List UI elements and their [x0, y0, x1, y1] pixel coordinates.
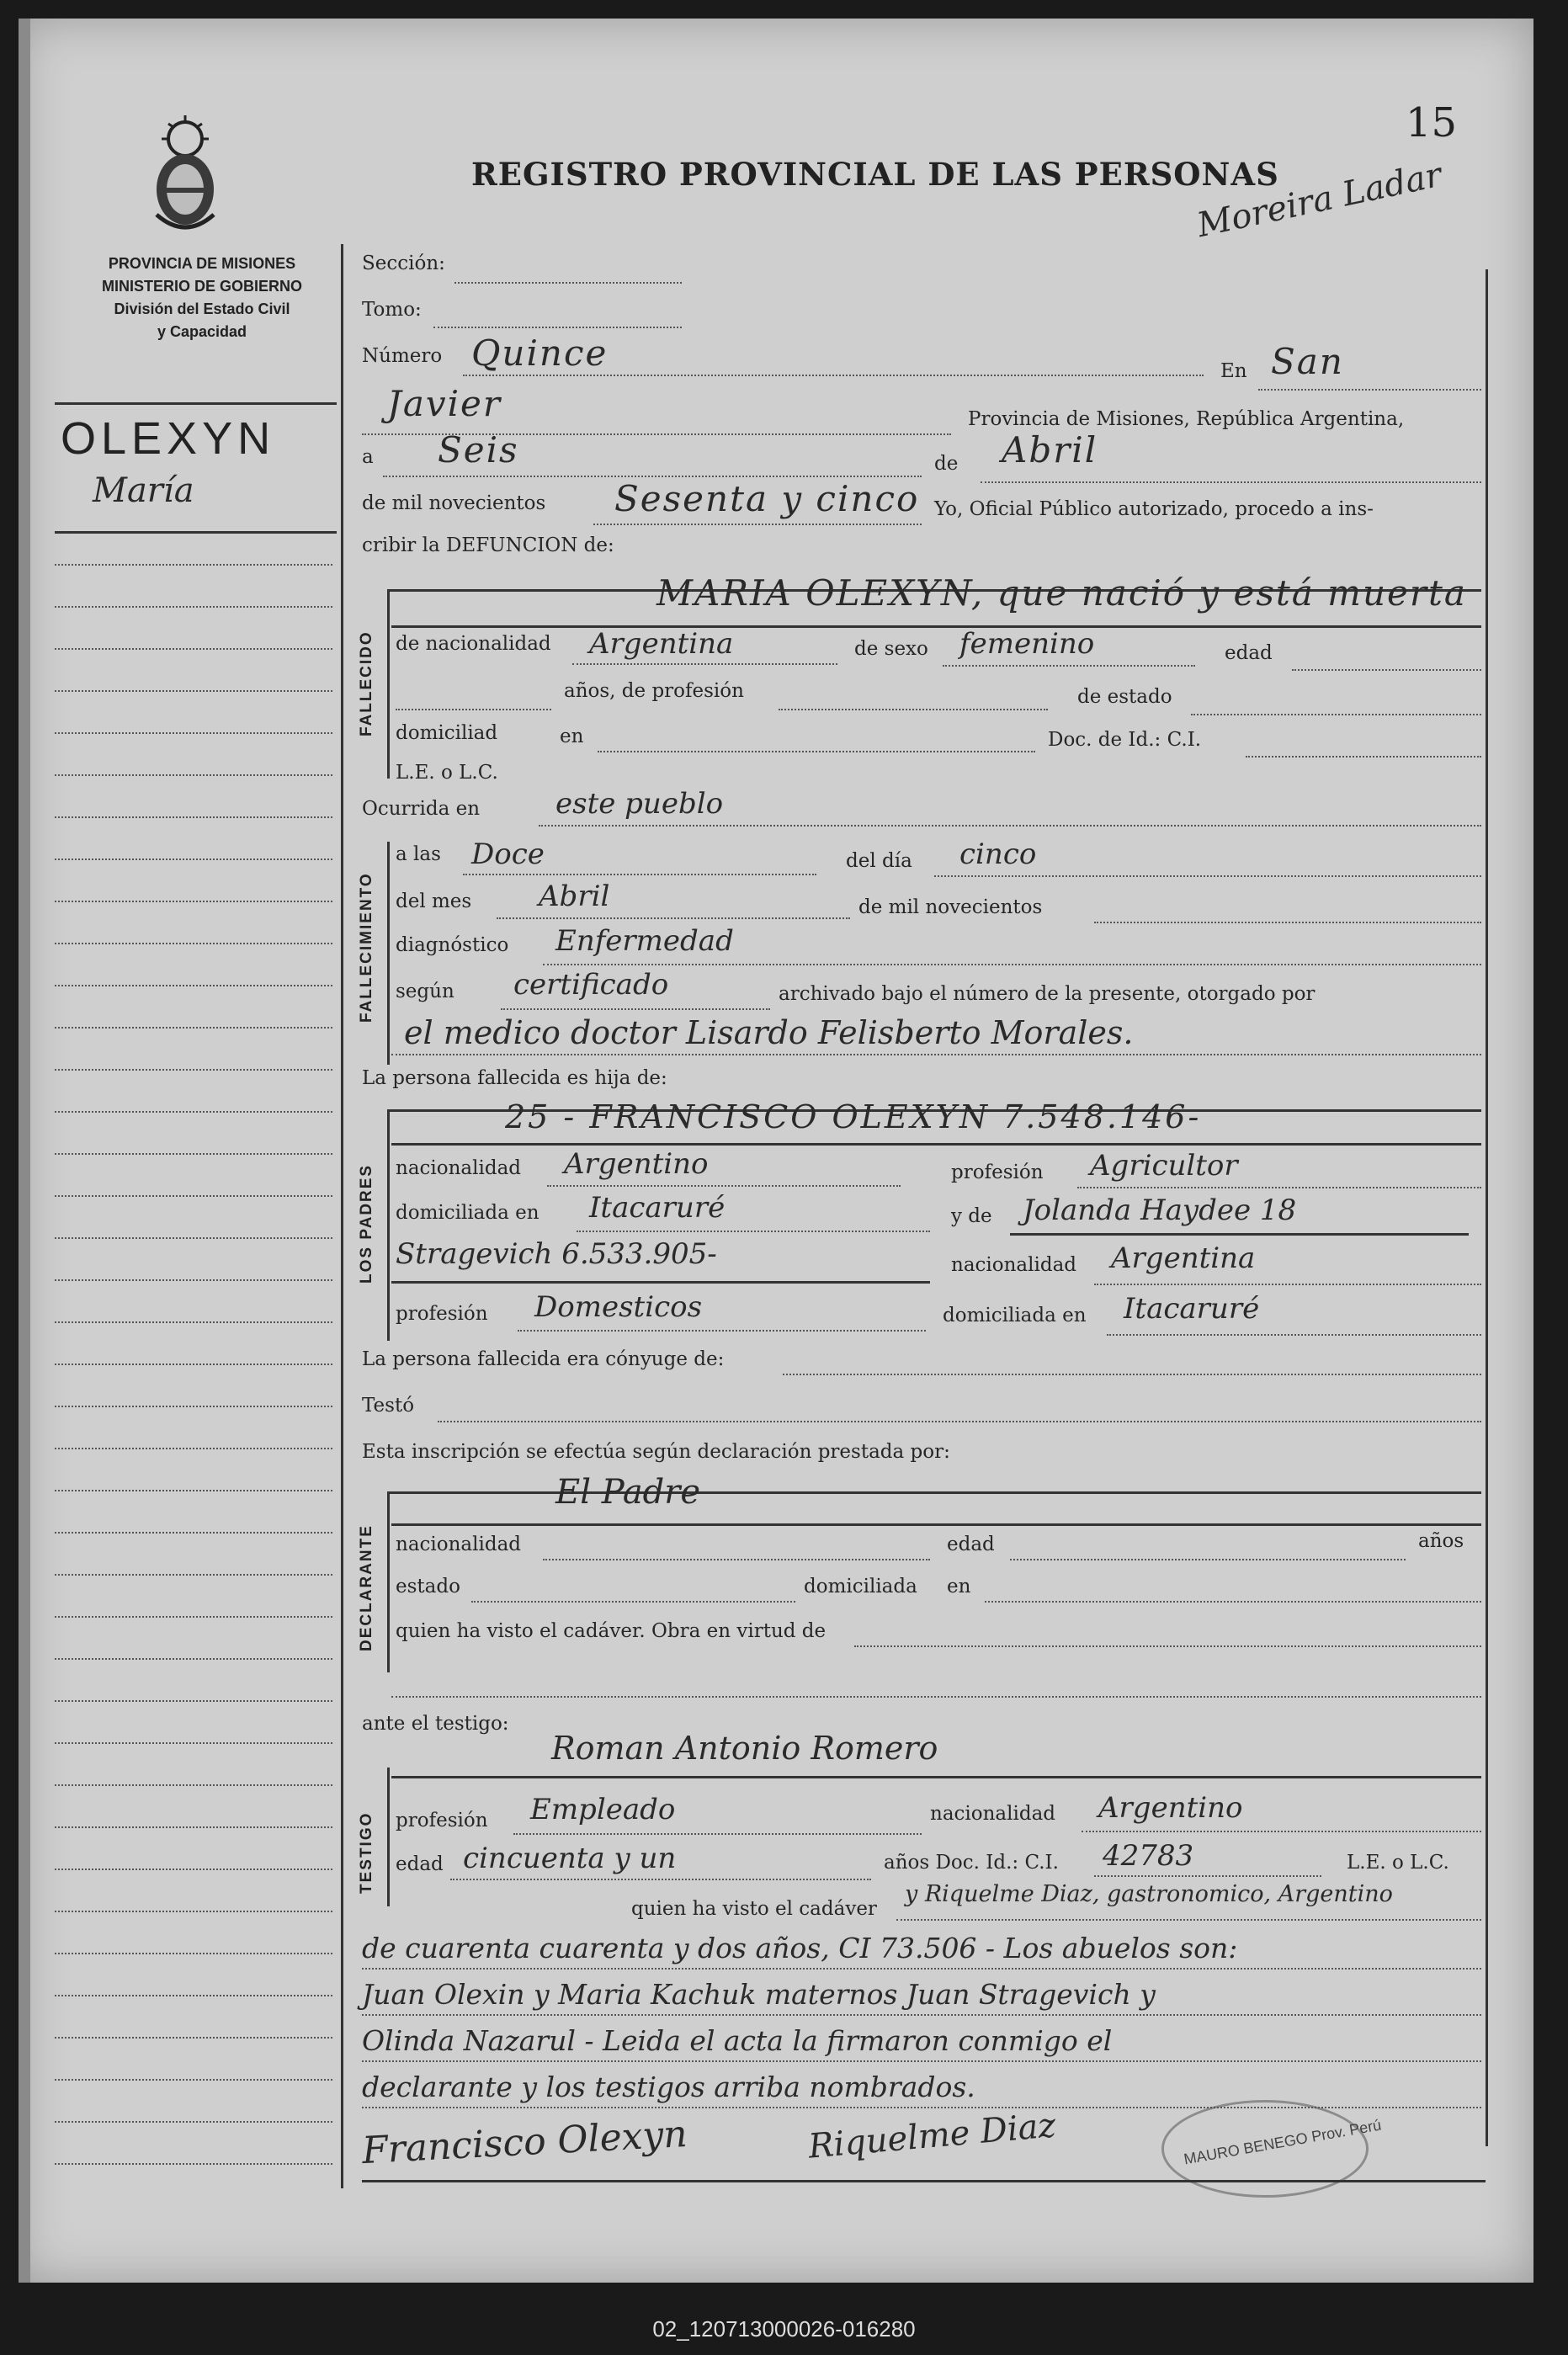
declarante-cadaver-text: quien ha visto el cadáver. Obra en virtud de	[396, 1620, 827, 1642]
page-number: 15	[1406, 99, 1458, 146]
surname-handwritten: OLEXYN	[61, 413, 276, 464]
signature-testigo: Riquelme Diaz	[806, 2106, 1058, 2166]
a-label: a	[362, 446, 374, 468]
testigo-edad-label: edad	[396, 1853, 444, 1875]
seccion-label: Sección:	[362, 253, 445, 274]
ocurrida-label: Ocurrida en	[362, 798, 481, 820]
given-name-handwritten: María	[93, 471, 194, 510]
madre-domicilio-label: domiciliada en	[943, 1305, 1087, 1326]
testigo-nacionalidad-value: Argentino	[1098, 1791, 1243, 1825]
section-padres: LOS PADRES	[358, 1163, 375, 1284]
fallecimiento-mil-label: de mil novecientos	[858, 896, 1043, 918]
padre-nacionalidad-label: nacionalidad	[396, 1157, 522, 1179]
note-line-3: Olinda Nazarul - Leida el acta la firmaron conmigo el	[362, 2024, 1113, 2057]
padre-domicilio-label: domiciliada en	[396, 1202, 539, 1224]
testigo-cadaver-label: quien ha visto el cadáver	[631, 1898, 877, 1920]
de-value: Abril	[1002, 429, 1098, 470]
column-divider	[341, 244, 343, 2188]
madre-profesion-value: Domesticos	[534, 1290, 703, 1324]
declarante-name-value: El Padre	[555, 1473, 701, 1512]
testigo-le-label: L.E. o L.C.	[1347, 1852, 1449, 1874]
testigo-profesion-label: profesión	[396, 1810, 488, 1831]
declarante-domiciliada-label: domiciliada	[804, 1576, 917, 1597]
declarante-edad-label: edad	[947, 1534, 995, 1555]
note-line-1: de cuarenta cuarenta y dos años, CI 73.506 - Los abuelos son:	[362, 1932, 1238, 1964]
le-label: L.E. o L.C.	[396, 762, 498, 784]
place-value: Javier	[387, 383, 502, 424]
ministry-label: MINISTERIO DE GOBIERNO	[101, 278, 303, 295]
note-line-2: Juan Olexin y Maria Kachuk maternos Juan Stragevich y	[362, 1978, 1156, 2011]
stamp-text: MAURO BENEGO Prov. Perú	[1182, 2116, 1383, 2168]
diagnostico-label: diagnóstico	[396, 934, 509, 956]
ocurrida-value: este pueblo	[555, 787, 724, 821]
testigo-ci-value: 42783	[1103, 1839, 1194, 1873]
section-testigo: TESTIGO	[358, 1811, 375, 1894]
declarante-en-label: en	[947, 1576, 971, 1597]
conyuge-label: La persona fallecida era cónyuge de:	[362, 1348, 725, 1370]
madre-profesion-label: profesión	[396, 1303, 488, 1325]
madre-nacionalidad-value: Argentina	[1111, 1241, 1256, 1275]
numero-value: Quince	[471, 332, 609, 374]
mil-label: de mil novecientos	[362, 492, 546, 514]
testigo-anos-doc-label: años Doc. Id.: C.I.	[884, 1852, 1059, 1874]
section-declarante: DECLARANTE	[358, 1524, 375, 1651]
year-value: Sesenta y cinco	[614, 478, 920, 519]
medico-value: el medico doctor Lisardo Felisberto Morales.	[404, 1014, 1134, 1051]
issuer-block	[59, 253, 345, 343]
dia-value: cinco	[959, 837, 1037, 871]
province-label: PROVINCIA DE MISIONES	[108, 255, 296, 272]
sexo-value: femenino	[959, 627, 1095, 661]
archivado-text: archivado bajo el número de la presente, otorgado por	[779, 983, 1316, 1005]
mes-label: del mes	[396, 890, 472, 912]
a-value: Seis	[438, 429, 519, 470]
division-label-2: y Capacidad	[157, 323, 247, 340]
mother-value: Jolanda Haydee 18	[1023, 1193, 1297, 1227]
madre-domicilio-value: Itacaruré	[1124, 1292, 1260, 1326]
oficial-text: Yo, Oficial Público autorizado, procedo a ins-	[934, 498, 1374, 520]
testigo-cadaver-value: y Riquelme Diaz, gastronomico, Argentino	[905, 1881, 1393, 1907]
y-de-label: y de	[951, 1205, 992, 1227]
division-label-1: División del Estado Civil	[114, 300, 290, 317]
padre-domicilio-value: Itacaruré	[589, 1191, 726, 1225]
numero-label: Número	[362, 345, 443, 367]
alas-value: Doce	[471, 837, 545, 871]
segun-label: según	[396, 981, 454, 1002]
inscribir-text: cribir la DEFUNCION de:	[362, 534, 614, 556]
doc-label: Doc. de Id.: C.I.	[1048, 729, 1202, 751]
testigo-nacionalidad-label: nacionalidad	[930, 1803, 1056, 1825]
inscripcion-text: Esta inscripción se efectúa según declaración prestada por:	[362, 1441, 950, 1463]
declarante-anos-label: años	[1418, 1530, 1464, 1552]
coat-of-arms-icon	[150, 114, 221, 240]
bottom-rule	[362, 2180, 1486, 2182]
mes-value: Abril	[539, 880, 610, 913]
en-value: San	[1271, 341, 1344, 382]
hija-label: La persona fallecida es hija de:	[362, 1067, 667, 1089]
tomo-label: Tomo:	[362, 299, 422, 321]
diagnostico-value: Enfermedad	[555, 924, 734, 958]
page-title: REGISTRO PROVINCIAL DE LAS PERSONAS	[471, 156, 1279, 193]
padre-profesion-value: Agricultor	[1090, 1149, 1238, 1183]
domicilio-en-label: en	[560, 726, 584, 747]
padre-profesion-label: profesión	[951, 1162, 1044, 1183]
edad-label: edad	[1225, 642, 1273, 664]
estado-label: de estado	[1077, 686, 1172, 708]
note-line-4: declarante y los testigos arriba nombrados.	[362, 2071, 975, 2103]
padre-nacionalidad-value: Argentino	[564, 1147, 709, 1181]
deceased-name: MARIA OLEXYN, que nació y está muerta	[656, 572, 1467, 614]
sexo-label: de sexo	[854, 638, 928, 660]
corner-signature: Moreira Ladar	[1193, 155, 1445, 246]
alas-label: a las	[396, 843, 441, 865]
mother-cont-value: Stragevich 6.533.905-	[396, 1237, 717, 1271]
page-binding-edge	[19, 19, 30, 2283]
de-label: de	[934, 453, 959, 475]
image-id-footer: 02_120713000026-016280	[652, 2316, 916, 2342]
anos-profesion-label: años, de profesión	[564, 680, 744, 702]
segun-value: certificado	[513, 968, 669, 1002]
testigo-name-value: Roman Antonio Romero	[551, 1730, 938, 1767]
right-border	[1486, 269, 1488, 2146]
section-fallecido: FALLECIDO	[358, 630, 375, 736]
fallecido-nacionalidad-label: de nacionalidad	[396, 633, 551, 655]
signature-declarante: Francisco Olexyn	[360, 2112, 688, 2173]
declarante-nacionalidad-label: nacionalidad	[396, 1534, 522, 1555]
en-label: En	[1220, 360, 1247, 382]
dia-label: del día	[846, 850, 912, 872]
domiciliad-label: domiciliad	[396, 722, 498, 744]
father-value: 25 - FRANCISCO OLEXYN 7.548.146-	[505, 1098, 1202, 1135]
testigo-edad-value: cincuenta y un	[463, 1842, 677, 1875]
madre-nacionalidad-label: nacionalidad	[951, 1254, 1077, 1276]
testigo-intro-label: ante el testigo:	[362, 1713, 509, 1735]
provincia-text: Provincia de Misiones, República Argentina,	[968, 408, 1405, 430]
testigo-profesion-value: Empleado	[530, 1793, 676, 1826]
section-fallecimiento: FALLECIMIENTO	[358, 872, 375, 1023]
declarante-estado-label: estado	[396, 1576, 460, 1597]
testo-label: Testó	[362, 1395, 415, 1417]
fallecido-nacionalidad-value: Argentina	[589, 627, 734, 661]
